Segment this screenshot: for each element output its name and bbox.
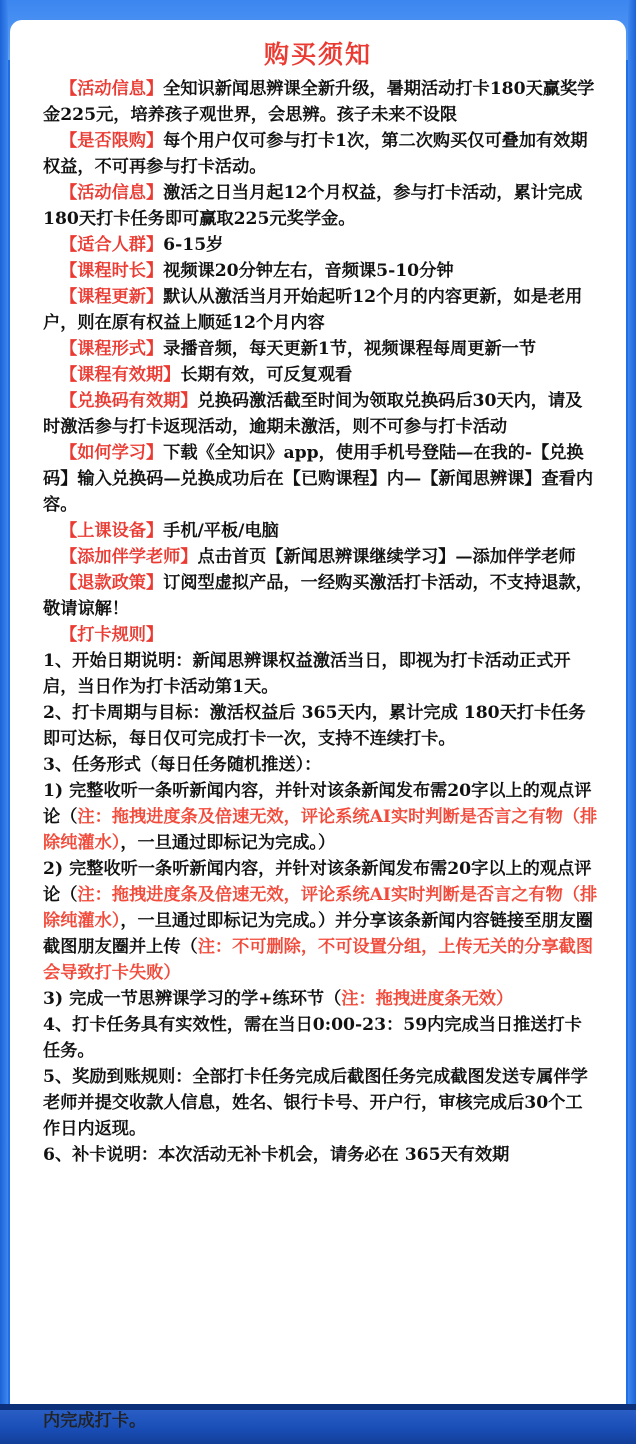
- tag-label: 【课程形式】: [60, 339, 164, 359]
- rule-text: ，一旦通过即标记为完成。）并分享该条新闻内容链接至朋友圈截图朋友圈并上传（: [43, 911, 593, 957]
- item-text: 全知识新闻思辨课全新升级，暑期活动打卡180天赢奖学金225元，培养孩子观世界，会思辨。孩子未来不设限: [43, 79, 595, 125]
- rule-note: 注：拖拽进度条无效）: [341, 989, 514, 1009]
- right-frame: [628, 0, 636, 1444]
- tag-label: 【添加伴学老师】: [60, 547, 198, 567]
- tag-label: 【如何学习】: [60, 443, 164, 463]
- rule-5: 5、奖励到账规则：全部打卡任务完成后截图任务完成截图发送专属伴学老师并提交收款人信息，姓名、银行卡号、开户行，审核完成后30个工作日内返现。: [43, 1067, 588, 1139]
- rule-3-3: [43, 986, 598, 1012]
- rule-note: 注：不可删除，不可设置分组，上传无关的分享截图会导致打卡失败）: [43, 937, 594, 983]
- notice-content: [10, 76, 626, 1168]
- rule-3-1: [43, 778, 598, 856]
- item-text: 点击首页【新闻思辨课继续学习】—添加伴学老师: [197, 547, 576, 567]
- limit-item: [43, 128, 598, 180]
- format-item: [43, 336, 598, 362]
- tag-label: 【活动信息】: [60, 183, 164, 203]
- rule-3: 3、任务形式（每日任务随机推送）：: [43, 755, 322, 775]
- activity-info-item: [43, 76, 598, 128]
- tag-label: 【上课设备】: [60, 521, 164, 541]
- item-text: 手机/平板/电脑: [163, 521, 279, 541]
- item-text: 默认从激活当月开始起听12个月的内容更新，如是老用户，则在原有权益上顺延12个月内容: [43, 287, 583, 333]
- tag-label: 【活动信息】: [60, 79, 164, 99]
- notice-panel: [10, 20, 626, 1404]
- rule-6: 6、补卡说明：本次活动无补卡机会，请务必在 365天有效期: [43, 1145, 510, 1165]
- tag-label: 【课程有效期】: [60, 365, 181, 385]
- audience-item: [43, 232, 598, 258]
- tag-label: 【课程更新】: [60, 287, 164, 307]
- item-text: 订阅型虚拟产品，一经购买激活打卡活动，不支持退款，敬请谅解！: [43, 573, 593, 619]
- activity-info2-item: [43, 180, 598, 232]
- item-text: 下载《全知识》app，使用手机号登陆—在我的-【兑换码】输入兑换码—兑换成功后在【已购课程】内—【新闻思辨课】查看内容。: [43, 443, 594, 515]
- rule-1: 1、开始日期说明：新闻思辨课权益激活当日，即视为打卡活动正式开启，当日作为打卡活动第1天。: [43, 651, 571, 697]
- update-item: [43, 284, 598, 336]
- teacher-item: [43, 544, 598, 570]
- rule-2: 2、打卡周期与目标：激活权益后 365天内，累计完成 180天打卡任务即可达标，每日仅可完成打卡一次，支持不连续打卡。: [43, 703, 586, 749]
- item-text: 兑换码激活截至时间为领取兑换码后30天内，请及时激活参与打卡返现活动，逾期未激活，则不可参与打卡活动: [43, 391, 583, 437]
- tag-label: 【打卡规则】: [60, 625, 164, 645]
- code-validity-item: [43, 388, 598, 440]
- rule-3-2: [43, 856, 598, 986]
- item-text: 6-15岁: [163, 235, 224, 255]
- tag-label: 【适合人群】: [60, 235, 164, 255]
- how-to-item: [43, 440, 598, 518]
- item-text: 录播音频，每天更新1节，视频课程每周更新一节: [163, 339, 537, 359]
- item-text: 每个用户仅可参与打卡1次，第二次购买仅可叠加有效期权益，不可再参与打卡活动。: [43, 131, 588, 177]
- refund-item: [43, 570, 598, 622]
- tag-label: 【兑换码有效期】: [60, 391, 198, 411]
- left-frame: [0, 0, 8, 1444]
- rule-text: 2) 完整收听一条听新闻内容，并针对该条新闻发布需20字以上的观点评论（: [43, 859, 592, 905]
- tag-label: 【课程时长】: [60, 261, 164, 281]
- page-title: 购买须知: [263, 40, 372, 69]
- tag-label: 【是否限购】: [60, 131, 164, 151]
- duration-item: [43, 258, 598, 284]
- rules-heading: [43, 622, 598, 648]
- rule-6-tail: 内完成打卡。: [43, 1411, 147, 1431]
- validity-item: [43, 362, 598, 388]
- tag-label: 【退款政策】: [60, 573, 164, 593]
- rule-note: 注：拖拽进度条及倍速无效，评论系统AI实时判断是否言之有物（排除纯灌水）: [43, 807, 598, 853]
- rule-text: 3) 完成一节思辨课学习的学+练环节（: [43, 989, 342, 1009]
- item-text: 激活之日当月起12个月权益，参与打卡活动，累计完成180天打卡任务即可赢取225元奖学金。: [43, 183, 583, 229]
- item-text: 视频课20分钟左右，音频课5-10分钟: [163, 261, 454, 281]
- rule-note: 注：拖拽进度条及倍速无效，评论系统AI实时判断是否言之有物（排除纯灌水）: [43, 885, 598, 931]
- item-text: 长期有效，可反复观看: [180, 365, 353, 385]
- rule-text: 1) 完整收听一条听新闻内容，并针对该条新闻发布需20字以上的观点评论（: [43, 781, 592, 827]
- devices-item: [43, 518, 598, 544]
- rule-text: ，一旦通过即标记为完成。）: [120, 833, 336, 853]
- rule-4: 4、打卡任务具有实效性，需在当日0:00-23：59内完成当日推送打卡任务。: [43, 1015, 582, 1061]
